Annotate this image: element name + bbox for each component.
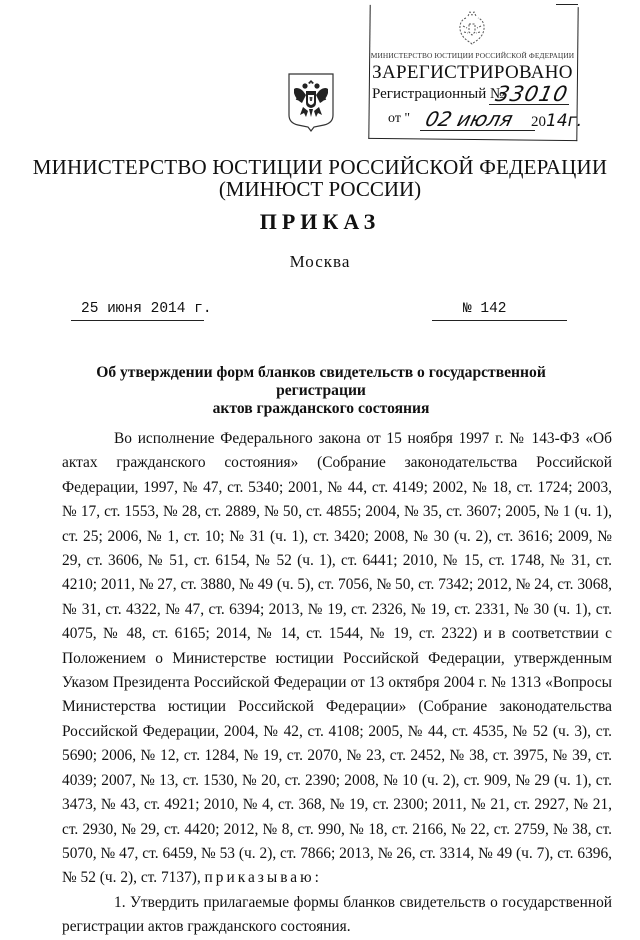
preamble-text: Во исполнение Федерального закона от 15 ноября 1997 г. № 143-ФЗ «Об актах гражданского состояния» (Собрание законодательства Российской Федерации, 1997, № 47, ст. 5340; 2001, № 44, ст. 4149; 2002, № 18, ст. 1724; 2003, № 17, ст. 1553, № 28, ст. 2889, № 50, ст. 4855; 2004, № 35, ст. 3607; 2005, № 1 (ч. 1), ст. 25; 2006, № 1, ст. 10; № 31 (ч. 1), ст. 3420; 2008, № 30 (ч. 2), ст. 3616; 2009, № 29, ст. 3606, № 51, ст. 6154, № 52 (ч. 1), ст. 6441; 2010, № 15, ст. 1748, № 31, ст. 4210; 2011, № 27, ст. 3880, № 49 (ч. 5), ст. 7056, № 50, ст. 7342; 2012, № 24, ст. 3068, № 31, ст. 4322, № 47, ст. 6394; 2013, № 19, ст. 2326, № 19, ст. 2331, № 30 (ч. 1), ст. 4075, № 48, ст. 6165; 2014, № 14, ст. 1544, № 19, ст. 2322) и в соответствии с Положением о Министерстве юстиции Российской Федерации, утвержденным Указом Президента Российской Федерации от 13 октября 2004 г. № 1313 «Вопросы Министерства юстиции Российской Федерации» (Собрание законодательства Российской Федерации, 2004, № 42, ст. 4108; 2005, № 44, ст. 4535, № 52 (ч. 3), ст. 5690; 2006, № 12, ст. 1284, № 19, ст. 2070, № 23, ст. 2452, № 38, ст. 3975, № 39, ст. 4039; 2007, № 13, ст. 1530, № 20, ст. 2390; 2008, № 10 (ч. 2), ст. 909, № 29 (ч. 1), ст. 3473, № 43, ст. 4921; 2010, № 4, ст. 368, № 19, ст. 2300; 2011, № 21, ст. 2927, № 21, ст. 2930, № 29, ст. 4420; 2012, № 8, ст. 990, № 18, ст. 2166, № 22, ст. 2759, № 38, ст. 5070, № 47, ст. 6459, № 53 (ч. 2), ст. 7866; 2013, № 26, ст. 3314, № 49 (ч. 7), ст. 6396, № 52 (ч. 2), ст. 7137), — [62, 430, 612, 887]
stamp-ministry-text: МИНИСТЕРСТВО ЮСТИЦИИ РОССИЙСКОЙ ФЕДЕРАЦИИ — [370, 51, 575, 60]
number-underline — [432, 320, 567, 321]
stamp-year-prefix: 20 — [531, 114, 546, 130]
document-type-title: ПРИКАЗ — [259, 209, 381, 234]
subject-line-2: актов гражданского состояния — [212, 400, 430, 417]
stamp-year-handwritten: 14г. — [546, 111, 582, 131]
stamp-regno-label: Регистрационный № — [372, 86, 505, 102]
stamp-border — [556, 4, 578, 5]
stamp-registered-text: ЗАРЕГИСТРИРОВАНО — [372, 62, 573, 83]
subject-line-1: Об утверждении форм бланков свидетельств о государственной регистрации — [96, 364, 546, 399]
ministry-short-name: (МИНЮСТ РОССИИ) — [218, 177, 422, 201]
stamp-date-handwritten: 02 июля — [423, 107, 516, 131]
order-date: 25 июня 2014 г. — [81, 301, 212, 317]
item-1-paragraph: 1. Утвердить прилагаемые формы бланков свидетельств о государственной регистрации актов гражданского состояния. — [62, 893, 612, 936]
order-number: № 142 — [463, 301, 507, 317]
coat-of-arms-icon — [286, 71, 336, 133]
stamp-year — [531, 111, 582, 131]
stamp-date-label: от " — [388, 111, 411, 126]
city: Москва — [289, 252, 351, 271]
date-underline — [71, 320, 204, 321]
order-body — [62, 427, 612, 940]
preamble-paragraph — [62, 427, 612, 891]
order-word: приказываю: — [204, 869, 322, 887]
stamp-eagle-emblem-icon — [452, 8, 492, 48]
stamp-regno-handwritten: 33010 — [493, 82, 571, 106]
ministry-name: МИНИСТЕРСТВО ЮСТИЦИИ РОССИЙСКОЙ ФЕДЕРАЦИИ — [32, 155, 608, 179]
order-subject — [60, 364, 582, 418]
